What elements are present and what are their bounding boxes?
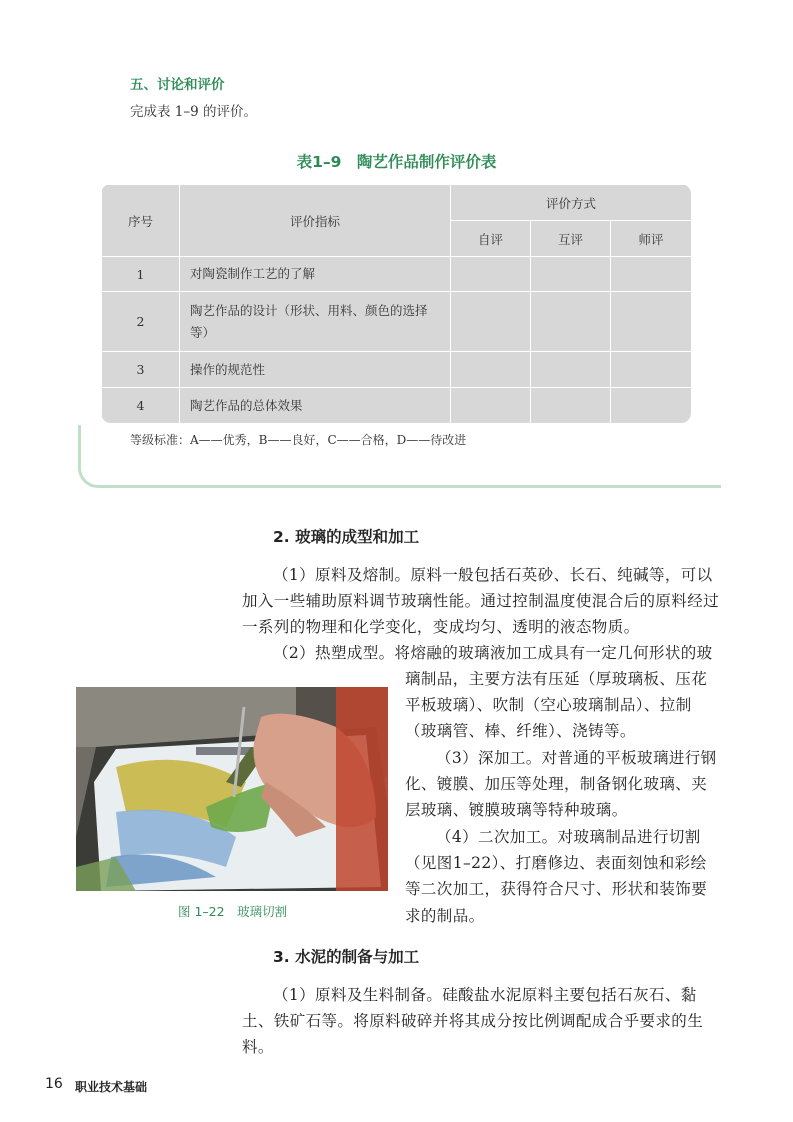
table-caption: 表1–9 陶艺作品制作评价表: [296, 153, 497, 171]
header-self: 自评: [451, 221, 531, 257]
header-num: 序号: [102, 185, 180, 257]
row-indicator: 陶艺作品的总体效果: [180, 388, 451, 424]
page-number: 16: [45, 1076, 63, 1092]
cell-self: [451, 257, 531, 292]
glass-paragraph-2-first-line: （2）热塑成型。将熔融的玻璃液加工成具有一定几何形状的玻: [273, 644, 713, 662]
cell-teacher: [611, 292, 692, 352]
table-row: [102, 257, 692, 292]
header-teacher: 师评: [611, 221, 692, 257]
row-num: 1: [102, 257, 180, 292]
glass-paragraph-3: （3）深加工。对普通的平板玻璃进行钢化、镀膜、加压等处理，制备钢化玻璃、夹层玻璃、镀膜玻璃等特种玻璃。: [405, 749, 717, 820]
cell-peer: [531, 352, 611, 388]
cell-peer: [531, 292, 611, 352]
table-row: [102, 352, 692, 388]
cell-teacher: [611, 257, 692, 292]
cell-teacher: [611, 388, 692, 424]
row-indicator: 操作的规范性: [180, 352, 451, 388]
glass-cutting-photo: [76, 687, 388, 891]
row-indicator: 陶艺作品的设计（形状、用料、颜色的选择等）: [180, 292, 451, 352]
cell-peer: [531, 388, 611, 424]
glass-paragraph-2-rest: 璃制品，主要方法有压延（厚玻璃板、压花平板玻璃）、吹制（空心玻璃制品）、拉制（玻璃管、棒、纤维）、浇铸等。: [405, 670, 708, 741]
row-num: 3: [102, 352, 180, 388]
evaluation-table: [101, 184, 691, 423]
glass-paragraph-1: （1）原料及熔制。原料一般包括石英砂、长石、纯碱等，可以加入一些辅助原料调节玻璃性能。通过控制温度使混合后的原料经过一系列的物理和化学变化，变成均匀、透明的液态物质。: [242, 566, 720, 637]
book-title: 职业技术基础: [75, 1080, 148, 1094]
header-method: 评价方式: [451, 185, 692, 221]
cement-paragraph-1: （1）原料及生料制备。硅酸盐水泥原料主要包括石灰石、黏土、铁矿石等。将原料破碎并将其成分按比例调配成合乎要求的生料。: [242, 986, 704, 1057]
table-row: [102, 388, 692, 424]
table-row: [102, 292, 692, 352]
section-title: 五、讨论和评价: [130, 77, 225, 93]
header-peer: 互评: [531, 221, 611, 257]
cement-heading: 3. 水泥的制备与加工: [273, 948, 420, 966]
figure-caption: 图 1–22 玻璃切割: [178, 904, 288, 919]
cell-teacher: [611, 352, 692, 388]
section-intro: 完成表 1–9 的评价。: [130, 104, 258, 120]
cell-self: [451, 388, 531, 424]
glass-heading: 2. 玻璃的成型和加工: [273, 528, 420, 546]
row-indicator: 对陶瓷制作工艺的了解: [180, 257, 451, 292]
row-num: 4: [102, 388, 180, 424]
glass-paragraph-4: （4）二次加工。对玻璃制品进行切割（见图1–22）、打磨修边、表面刻蚀和彩绘等二次加工，获得符合尺寸、形状和装饰要求的制品。: [405, 828, 708, 925]
cell-self: [451, 352, 531, 388]
row-num: 2: [102, 292, 180, 352]
grading-note: 等级标准：A——优秀，B——良好，C——合格，D——待改进: [130, 433, 467, 447]
cell-self: [451, 292, 531, 352]
cell-peer: [531, 257, 611, 292]
header-indicator: 评价指标: [180, 185, 451, 257]
